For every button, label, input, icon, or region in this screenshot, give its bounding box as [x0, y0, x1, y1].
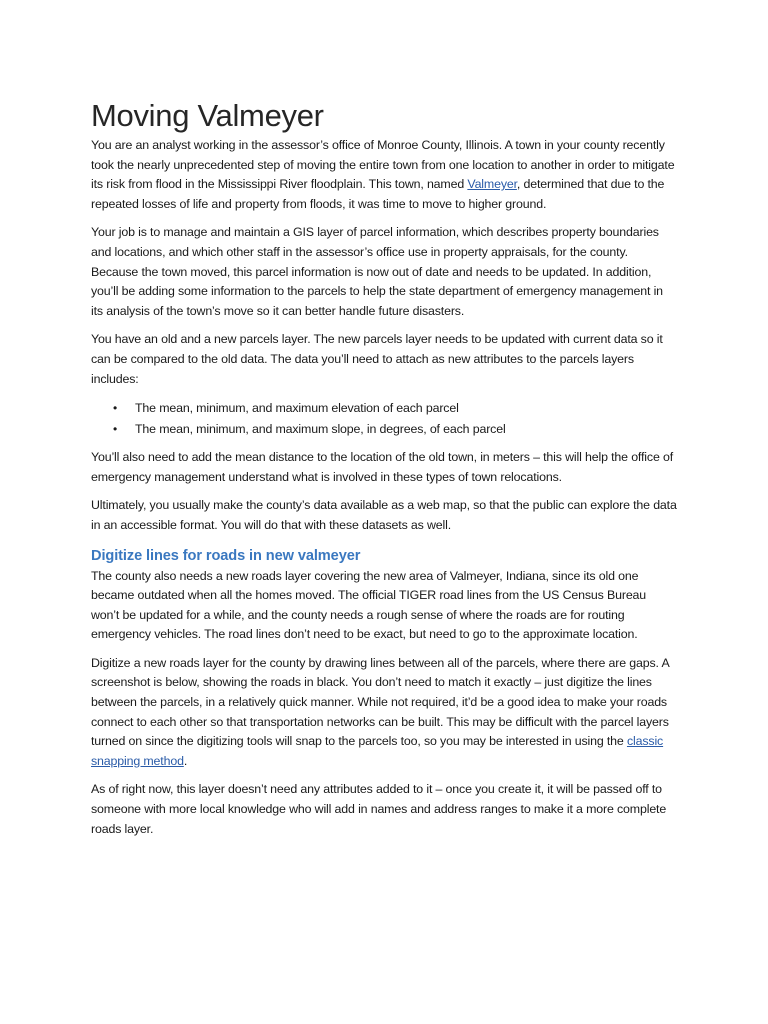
- roads-paragraph: The county also needs a new roads layer covering the new area of Valmeyer, Indiana, since its old one became outdated when all the homes moved. The official TIGER road lines from the US Census Bureau won’t be updated for a while, and the county needs a rough sense of where the roads are for routing emergency vehicles. The road lines don’t need to be exact, but need to go to the approximate location.: [91, 568, 647, 642]
- distance-paragraph: You’ll also need to add the mean distance to the location of the old town, in meters – this will help the office of emergency management understand what is involved in these types of town relocations.: [91, 450, 674, 484]
- digitize-text-after: .: [183, 753, 188, 768]
- attribute-list: [91, 398, 677, 440]
- bullet-icon: •: [113, 401, 118, 416]
- bullet-icon: •: [113, 422, 118, 437]
- classic-snapping-link[interactable]: classic snapping method: [91, 734, 664, 768]
- list-item: [91, 398, 677, 419]
- list-item-text: The mean, minimum, and maximum elevation of each parcel: [135, 401, 459, 416]
- list-item: [91, 419, 677, 440]
- digitize-paragraph: [91, 654, 677, 772]
- page-title: Moving Valmeyer: [91, 98, 324, 133]
- web-map-paragraph: Ultimately, you usually make the county’s data available as a web map, so that the public can explore the data in an accessible format. You will do that with these datasets as well.: [91, 498, 677, 532]
- layers-paragraph: You have an old and a new parcels layer. The new parcels layer needs to be updated with current data so it can be compared to the old data. The data you’ll need to attach as new attributes to the parcels layers includes:: [91, 332, 663, 386]
- job-paragraph: Your job is to manage and maintain a GIS layer of parcel information, which describes property boundaries and locations, and which other staff in the assessor’s office use in property appraisals, for the county. Because the town moved, this parcel information is now out of date and needs to be updated. In addition, you’ll be adding some information to the parcels to help the state department of emergency management in its analysis of the town’s move so it can better handle future disasters.: [91, 225, 663, 318]
- intro-paragraph: [91, 136, 677, 214]
- intro-text-before: You are an analyst working in the assessor’s office of Monroe County, Illinois. A town in your county recently took the nearly unprecedented step of moving the entire town from one location to another in order to mitigate its risk from flood in the Mississippi River floodplain. This town, named: [91, 138, 675, 192]
- digitize-text-before: Digitize a new roads layer for the county by drawing lines between all of the parcels, where there are gaps. A screenshot is below, showing the roads in black. You don’t need to match it exactly – just digitize the lines between the parcels, in a relatively quick manner. While not required, it’d be a good idea to make your roads connect to each other so that transportation networks can be built. This may be difficult with the parcel layers turned on since the digitizing tools will snap to the parcels too, so you may be interested in using the: [91, 655, 669, 749]
- section-heading: Digitize lines for roads in new valmeyer: [91, 547, 361, 564]
- list-item-text: The mean, minimum, and maximum slope, in degrees, of each parcel: [135, 422, 506, 437]
- valmeyer-link[interactable]: Valmeyer: [467, 177, 517, 192]
- intro-text-after: , determined that due to the repeated losses of life and property from floods, it was time to move to higher ground.: [91, 177, 665, 211]
- document-page: [91, 96, 677, 848]
- attributes-paragraph: As of right now, this layer doesn’t need any attributes added to it – once you create it, it will be passed off to someone with more local knowledge who will add in names and address ranges to make it a more complete roads layer.: [91, 782, 667, 836]
